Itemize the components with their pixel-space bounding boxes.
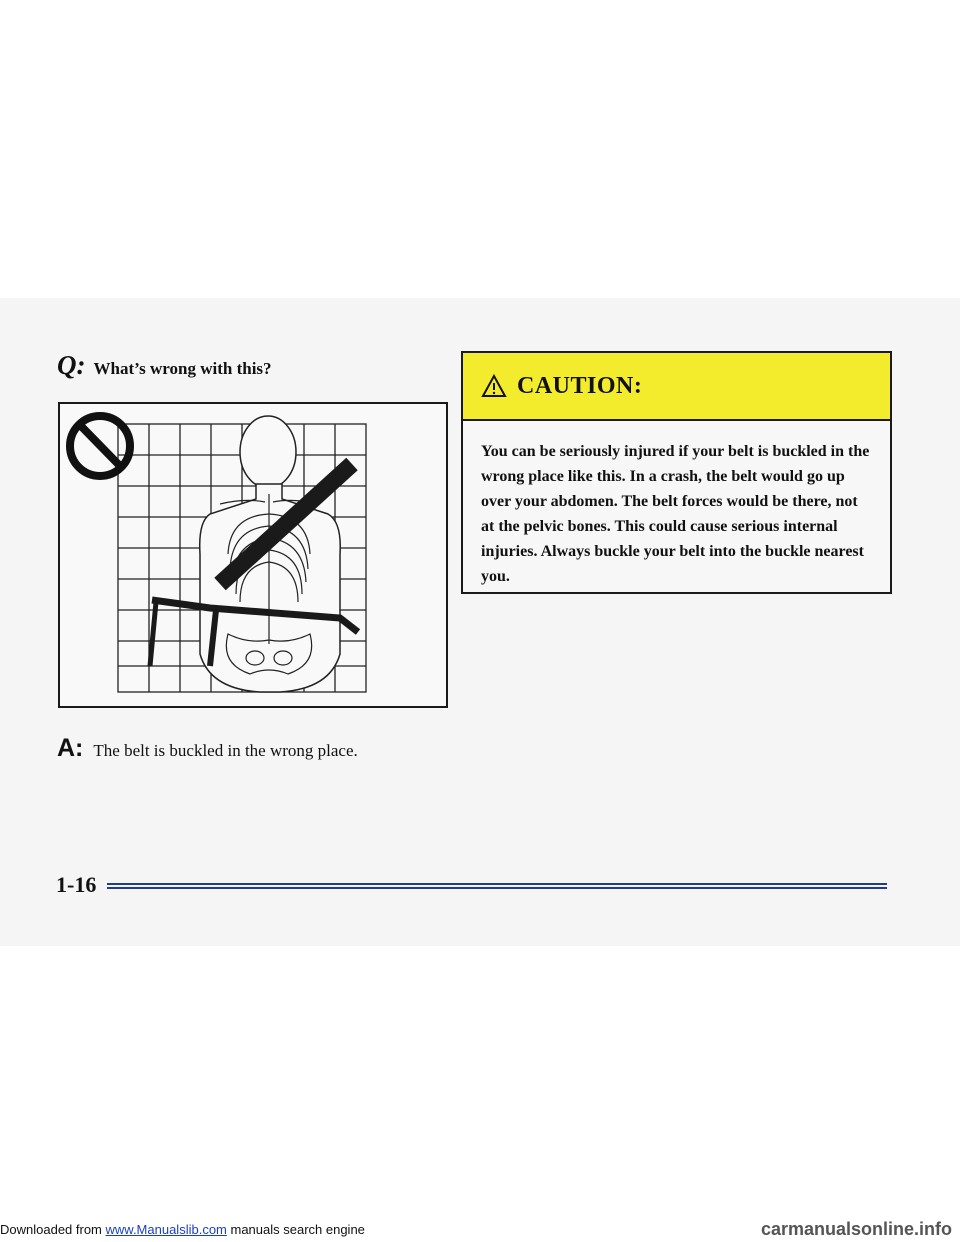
seatbelt-figure bbox=[58, 402, 448, 708]
answer-line bbox=[57, 734, 358, 763]
caution-header bbox=[463, 353, 890, 421]
skeleton-illustration bbox=[60, 404, 446, 706]
prohibition-icon bbox=[70, 416, 130, 476]
source-line bbox=[0, 1222, 365, 1237]
caution-box bbox=[461, 351, 892, 594]
footer-rule bbox=[107, 883, 887, 889]
answer-text: The belt is buckled in the wrong place. bbox=[93, 741, 358, 760]
warning-triangle-icon bbox=[481, 374, 507, 398]
caution-body: You can be seriously injured if your belt is buckled in the wrong place like this. In a crash, the belt would go up over your abdomen. The belt forces would be there, not at the pelvic bones. This could cause serious internal injuries. Always buckle your belt into the buckle nearest you. bbox=[481, 443, 870, 585]
manualslib-link[interactable]: www.Manualslib.com bbox=[105, 1222, 227, 1237]
source-suffix: manuals search engine bbox=[226, 1222, 365, 1237]
answer-letter: A: bbox=[57, 734, 84, 762]
caution-title: CAUTION: bbox=[517, 372, 643, 399]
question-heading bbox=[57, 350, 272, 381]
source-prefix: Downloaded from bbox=[0, 1222, 106, 1237]
question-letter: Q: bbox=[57, 350, 86, 380]
page-number: 1-16 bbox=[56, 872, 97, 897]
watermark: carmanualsonline.info bbox=[760, 1219, 952, 1239]
question-text: What’s wrong with this? bbox=[93, 359, 272, 378]
